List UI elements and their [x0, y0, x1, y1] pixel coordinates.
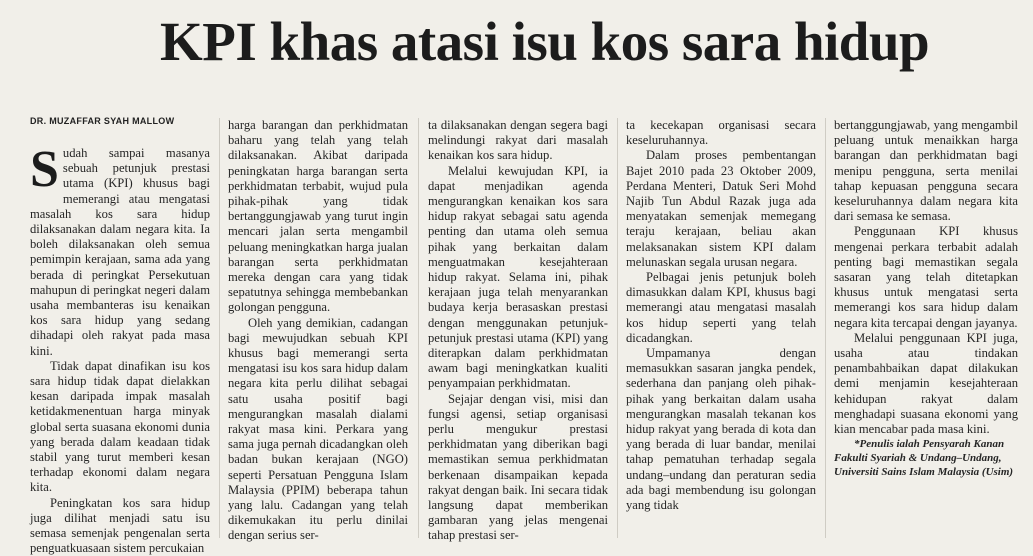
paragraph: Sejajar dengan visi, misi dan fungsi agensi, setiap organisasi perlu mengukur prestasi perkhidmatan yang diberikan bagi memastikan semua perkhidmatan berkenaan disampaikan kepada rakyat dengan baik. Ini secara tidak langsung dapat memberikan gambaran yang jelas mengenai tahap prestasi ser-: [428, 391, 608, 543]
headline: KPI khas atasi isu kos sara hidup: [160, 11, 930, 72]
paragraph: Dalam proses pembentangan Bajet 2010 pada 23 Oktober 2009, Perdana Menteri, Datuk Seri Mohd Najib Tun Abdul Razak juga ada menyatakan semenjak memegang teraju kerajaan, beliau akan melaksanakan sistem KPI dalam melunaskan segala urusan negara.: [626, 148, 816, 269]
article-column-3: [428, 118, 608, 548]
paragraph: Melalui kewujudan KPI, ia dapat menjadikan agenda mengurangkan kenaikan kos sara hidup rakyat sebagai satu agenda penting dan utama oleh semua pihak yang berkaitan dalam menguatmakan kesejahteraan hidup rakyat. Selama ini, pihak kerajaan juga telah menyarankan budaya kerja berasaskan prestasi dengan menggunakan petunjuk-petunjuk prestasi utama (KPI) yang diterapkan dalam perkhidmatan awam bagi meningkatkan kualiti penyampaian perkhidmatan.: [428, 163, 608, 391]
paragraph: ta kecekapan organisasi secara keseluruhannya.: [626, 118, 816, 148]
column-rule: [418, 118, 419, 538]
column-rule: [617, 118, 618, 538]
paragraph: Umpamanya dengan memasukkan sasaran jangka pendek, sederhana dan panjang oleh pihak-pihak yang berkaitan dalam usaha mengurangkan masalah tekanan kos hidup rakyat yang berada di kota dan yang berada di luar bandar, menilai tahap pematuhan terhadap segala undang–undang dan peraturan sedia ada bagi membendung isu golongan yang tidak: [626, 346, 816, 513]
article-column-4: [626, 118, 816, 548]
column-rule: [825, 118, 826, 538]
paragraph: bertanggungjawab, yang mengambil peluang untuk menaikkan harga barangan dan perkhidmatan bagi menipu pengguna, serta menilai tahap kepuasan pengguna secara keseluruhannya dalam negara kita dari semasa ke semasa.: [834, 118, 1018, 224]
paragraph: Penggunaan KPI khusus mengenai perkara terbabit adalah penting bagi memastikan segala sasaran yang telah ditetapkan khusus untuk mengatasi serta memerangi kos sara hidup dalam negara kita tercapai dengan jayanya.: [834, 224, 1018, 330]
paragraph: Pelbagai jenis petunjuk boleh dimasukkan dalam KPI, khusus bagi memerangi atau mengatasi masalah kos hidup seperti yang telah dicadangkan.: [626, 270, 816, 345]
byline: DR. MUZAFFAR SYAH MALLOW: [30, 116, 175, 126]
paragraph: Sudah sampai masanya sebuah petunjuk prestasi utama (KPI) khusus bagi memerangi atau mengatasi masalah kos sara hidup dilaksanakan dalam negara kita. Ia boleh dilaksanakan oleh semua pemimpin kerajaan, sama ada yang berada di peringkat Persekutuan mahupun di peringkat negeri dalam usaha membanteras isu kenaikan kos sara hidup yang sedang dihadapi oleh rakyat pada masa kini.: [30, 141, 210, 358]
paragraph: Peningkatan kos sara hidup juga dilihat menjadi satu isu semasa semenjak pengenalan serta penguatkuasaan sistem percukaian: [30, 495, 210, 556]
author-note: *Penulis ialah Pensyarah Kanan Fakulti Syariah & Undang–Undang, Universiti Sains Islam Malaysia (Usim): [834, 438, 1014, 479]
article-column-1: [30, 141, 210, 556]
paragraph: Oleh yang demikian, cadangan bagi mewujudkan sebuah KPI khusus bagi memerangi serta mengatasi isu kos sara hidup dalam negara kita perlu dilihat sebagai satu usaha positif bagi mengurangkan masalah dialami rakyat masa kini. Perkara yang sama juga pernah dicadangkan oleh badan bukan kerajaan (NGO) seperti Persatuan Pengguna Islam Malaysia (PPIM) beberapa tahun yang lalu. Cadangan yang telah dikemukakan itu perlu dinilai dengan serius ser-: [228, 315, 408, 543]
paragraph: Tidak dapat dinafikan isu kos sara hidup tidak dapat dielakkan kesan daripada impak masalah ketidakmenentuan harga minyak global serta suasana ekonomi dunia yang berada dalam keadaan tidak stabil yang turut memberi kesan terhadap ekonomi dalam negara kita.: [30, 358, 210, 495]
column-rule: [219, 118, 220, 538]
drop-cap: S: [30, 141, 59, 198]
paragraph: ta dilaksanakan dengan segera bagi melindungi rakyat dari masalah kenaikan kos sara hidup.: [428, 118, 608, 163]
paragraph: harga barangan dan perkhidmatan baharu yang telah yang telah dilaksanakan. Akibat daripada peningkatan harga barangan serta perkhidmatan terbabit, wujud pula pihak-pihak yang tidak bertanggungjawab yang turut ingin mencari jalan serta mengambil peluang meningkatkan harga jualan barangan serta perkhidmatan mereka dengan cara yang tidak sepatutnya sehingga membebankan golongan pengguna.: [228, 118, 408, 315]
article-column-5: [834, 118, 1018, 548]
paragraph: Melalui penggunaan KPI juga, usaha atau tindakan penambahbaikan dapat dilakukan demi menjamin kesejahteraan kehidupan rakyat dalam menghadapi suasana ekonomi yang kian mencabar pada masa kini.: [834, 330, 1018, 437]
article-column-2: [228, 118, 408, 548]
